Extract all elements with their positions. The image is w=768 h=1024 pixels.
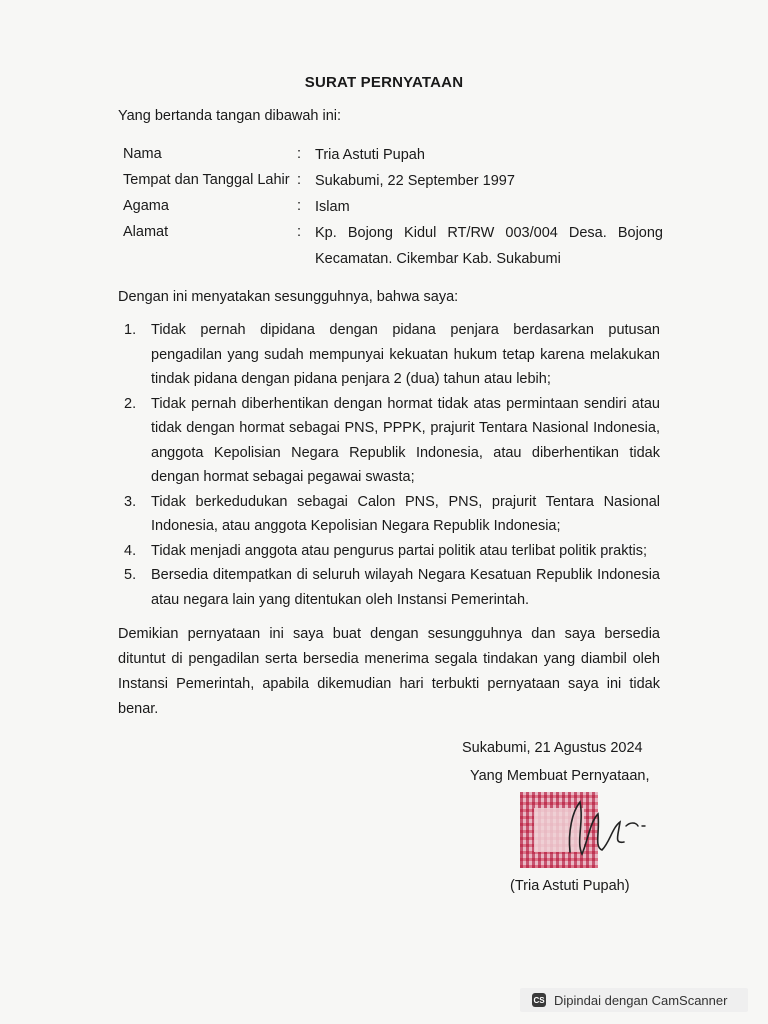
camscanner-label: Dipindai dengan CamScanner xyxy=(554,992,728,1008)
identity-colon: : xyxy=(297,198,302,214)
identity-colon: : xyxy=(297,172,302,188)
identity-value: Sukabumi, 22 September 1997 xyxy=(315,173,515,189)
list-item-number: 3. xyxy=(124,493,137,510)
identity-value: Kp. Bojong Kidul RT/RW 003/004 Desa. Bojong Kecamatan. Cikembar Kab. Sukabumi xyxy=(315,225,663,267)
camscanner-badge xyxy=(520,988,748,1012)
identity-row-religion xyxy=(123,194,663,220)
identity-table xyxy=(123,142,663,272)
identity-row-name xyxy=(123,142,663,168)
sign-role: Yang Membuat Pernyataan, xyxy=(470,768,650,784)
identity-row-address xyxy=(123,220,663,272)
identity-colon: : xyxy=(297,224,302,240)
identity-label: Alamat xyxy=(123,224,169,240)
list-item-number: 4. xyxy=(124,542,137,559)
list-item-text: Bersedia ditempatkan di seluruh wilayah Negara Kesatuan Republik Indonesia atau negara lain yang ditentukan oleh Instansi Pemerintah. xyxy=(151,567,660,608)
list-item-number: 2. xyxy=(124,395,137,412)
list-item xyxy=(124,539,660,564)
identity-label: Tempat dan Tanggal Lahir xyxy=(123,172,290,188)
document-title: SURAT PERNYATAAN xyxy=(304,74,464,91)
statement-intro: Dengan ini menyatakan sesungguhnya, bahwa saya: xyxy=(118,289,459,305)
sign-place-date: Sukabumi, 21 Agustus 2024 xyxy=(462,740,643,756)
camscanner-icon: CS xyxy=(532,993,546,1007)
list-item-text: Tidak berkedudukan sebagai Calon PNS, PNS, prajurit Tentara Nasional Indonesia, atau anggota Kepolisian Negara Republik Indonesia; xyxy=(151,493,660,534)
identity-label: Agama xyxy=(123,198,169,214)
identity-colon: : xyxy=(297,146,302,162)
intro-text: Yang bertanda tangan dibawah ini: xyxy=(118,108,342,124)
identity-value: Tria Astuti Pupah xyxy=(315,147,425,163)
identity-label: Nama xyxy=(123,146,162,162)
list-item-text: Tidak pernah dipidana dengan pidana penjara berdasarkan putusan pengadilan yang sudah mempunyai kekuatan hukum tetap karena melakukan tindak pidana dengan pidana penjara 2 (dua) tahun atau lebih; xyxy=(151,322,660,387)
statement-list xyxy=(124,318,660,612)
list-item xyxy=(124,490,660,539)
list-item xyxy=(124,392,660,490)
list-item-number: 5. xyxy=(124,567,137,583)
list-item xyxy=(124,318,660,392)
list-item-number: 1. xyxy=(124,322,137,338)
list-item xyxy=(124,563,660,612)
list-item-text: Tidak menjadi anggota atau pengurus partai politik atau terlibat politik praktis; xyxy=(151,542,647,559)
identity-row-birth xyxy=(123,168,663,194)
handwritten-signature xyxy=(540,792,650,872)
list-item-text: Tidak pernah diberhentikan dengan hormat tidak atas permintaan sendiri atau tidak dengan hormat sebagai PNS, PPPK, prajurit Tentara Nasional Indonesia, anggota Kepolisian Negara Republik Indonesia, atau diberhentikan tidak dengan hormat sebagai pegawai swasta; xyxy=(151,395,660,485)
identity-value: Islam xyxy=(315,199,350,215)
signer-name: (Tria Astuti Pupah) xyxy=(510,878,630,894)
closing-paragraph: Demikian pernyataan ini saya buat dengan sesungguhnya dan saya bersedia dituntut di pengadilan serta bersedia menerima segala tindakan yang diambil oleh Instansi Pemerintah, apabila dikemudian hari terbukti pernyataan saya ini tidak benar. xyxy=(118,626,660,717)
